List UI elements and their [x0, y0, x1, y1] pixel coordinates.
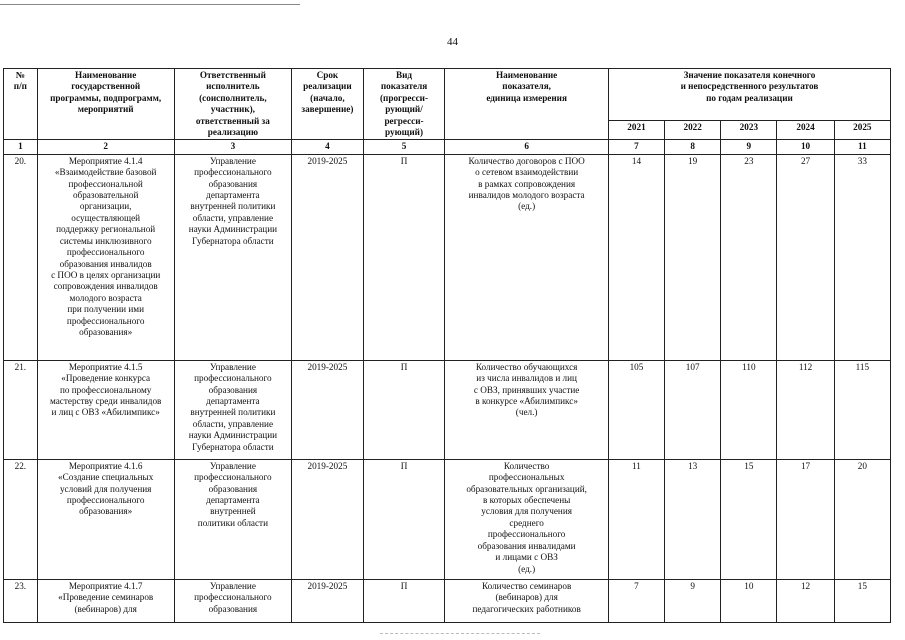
indicator-name: Количество обучающихся из числа инвалидов и лиц с ОВЗ, принявших участие в конкурсе «Абилимпикс» (чел.) — [445, 360, 608, 459]
indicator-name: Количество семинаров (вебинаров) для педагогических работников — [445, 579, 608, 622]
column-number: 6 — [445, 140, 608, 154]
executor: Управление профессионального образования департамента внутренней политики области, управление науки Администрации Губернатора области — [174, 154, 292, 360]
row-number: 23. — [4, 579, 38, 622]
value-2022: 107 — [665, 360, 721, 459]
value-2025: 20 — [834, 459, 890, 579]
value-2025: 33 — [834, 154, 890, 360]
indicator-name: Количество профессиональных образовательных организаций, в которых обеспечены условия для получения среднего профессионального образования инвалидами и лицами с ОВЗ (ед.) — [445, 459, 608, 579]
header-name: Наименование государственной программы, подпрограмм, мероприятий — [37, 69, 174, 140]
header-row — [4, 69, 891, 121]
column-number: 1 — [4, 140, 38, 154]
value-2022: 9 — [665, 579, 721, 622]
top-rule — [0, 4, 300, 5]
column-number: 4 — [292, 140, 364, 154]
header-kind: Вид показателя (прогресси- рующий/ регресси- рующий) — [363, 69, 445, 140]
measure-name: Мероприятие 4.1.7 «Проведение семинаров (вебинаров) для — [37, 579, 174, 622]
term: 2019-2025 — [292, 459, 364, 579]
value-2024: 12 — [777, 579, 834, 622]
executor: Управление профессионального образования департамента внутренней политики области — [174, 459, 292, 579]
value-2024: 17 — [777, 459, 834, 579]
value-2025: 115 — [834, 360, 890, 459]
value-2022: 19 — [665, 154, 721, 360]
column-number: 11 — [834, 140, 890, 154]
term: 2019-2025 — [292, 360, 364, 459]
header-values-group: Значение показателя конечного и непосредственного результатов по годам реализации — [608, 69, 890, 121]
header-year: 2022 — [665, 120, 721, 140]
value-2025: 15 — [834, 579, 890, 622]
value-2021: 105 — [608, 360, 664, 459]
column-number: 2 — [37, 140, 174, 154]
scan-artifact — [380, 633, 540, 634]
program-table — [3, 68, 891, 623]
value-2022: 13 — [665, 459, 721, 579]
value-2023: 15 — [721, 459, 777, 579]
column-number: 7 — [608, 140, 664, 154]
indicator-name: Количество договоров с ПОО о сетевом взаимодействии в рамках сопровождения инвалидов молодого возраста (ед.) — [445, 154, 608, 360]
header-year: 2021 — [608, 120, 664, 140]
executor: Управление профессионального образования — [174, 579, 292, 622]
indicator-kind: П — [363, 154, 445, 360]
column-number: 3 — [174, 140, 292, 154]
term: 2019-2025 — [292, 154, 364, 360]
table-row — [4, 154, 891, 360]
page-number: 44 — [447, 36, 458, 48]
table-row — [4, 459, 891, 579]
header-year: 2023 — [721, 120, 777, 140]
table-row — [4, 360, 891, 459]
header-indicator: Наименование показателя, единица измерения — [445, 69, 608, 140]
row-number: 20. — [4, 154, 38, 360]
executor: Управление профессионального образования департамента внутренней политики области, управление науки Администрации Губернатора области — [174, 360, 292, 459]
table-row — [4, 579, 891, 622]
value-2023: 10 — [721, 579, 777, 622]
measure-name: Мероприятие 4.1.4 «Взаимодействие базовой профессиональной образовательной организации, осуществляющей поддержку региональной системы инклюзивного профессионального образования инвалидов с ПОО в целях организации сопровождения инвалидов молодого возраста при получении ими профессионального образования» — [37, 154, 174, 360]
measure-name: Мероприятие 4.1.6 «Создание специальных условий для получения профессионального образования» — [37, 459, 174, 579]
value-2021: 14 — [608, 154, 664, 360]
term: 2019-2025 — [292, 579, 364, 622]
value-2023: 110 — [721, 360, 777, 459]
header-year: 2024 — [777, 120, 834, 140]
row-number: 22. — [4, 459, 38, 579]
column-number: 9 — [721, 140, 777, 154]
header-executor: Ответственный исполнитель (соисполнитель, участник), ответственный за реализацию — [174, 69, 292, 140]
indicator-kind: П — [363, 360, 445, 459]
column-number: 8 — [665, 140, 721, 154]
header-year: 2025 — [834, 120, 890, 140]
indicator-kind: П — [363, 579, 445, 622]
column-number: 5 — [363, 140, 445, 154]
column-numbers-row — [4, 140, 891, 154]
value-2024: 112 — [777, 360, 834, 459]
value-2021: 7 — [608, 579, 664, 622]
header-num: № п/п — [4, 69, 38, 140]
indicator-kind: П — [363, 459, 445, 579]
measure-name: Мероприятие 4.1.5 «Проведение конкурса по профессиональному мастерству среди инвалидов и лиц с ОВЗ «Абилимпикс» — [37, 360, 174, 459]
header-term: Срок реализации (начало, завершение) — [292, 69, 364, 140]
column-number: 10 — [777, 140, 834, 154]
value-2023: 23 — [721, 154, 777, 360]
value-2024: 27 — [777, 154, 834, 360]
row-number: 21. — [4, 360, 38, 459]
value-2021: 11 — [608, 459, 664, 579]
